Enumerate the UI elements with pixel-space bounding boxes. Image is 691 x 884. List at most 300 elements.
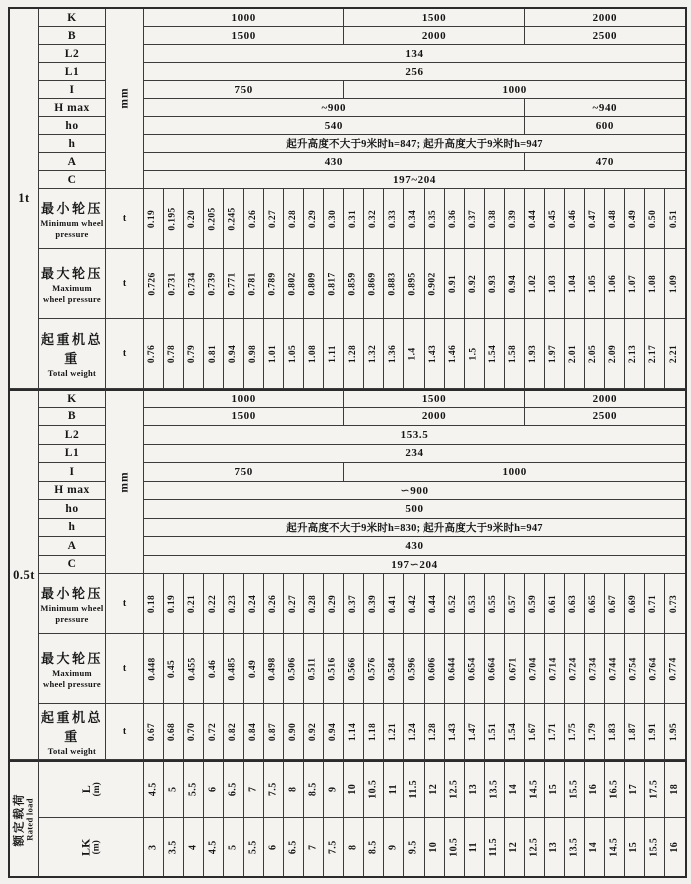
span-value-cell-text: 5 [167, 786, 179, 793]
value-cell [184, 634, 204, 704]
value-cell-text: 0.32 [367, 209, 378, 228]
dim-value: 430 [144, 537, 685, 556]
value-cell [264, 574, 284, 634]
dim-label: B [39, 27, 106, 45]
value-cell [505, 634, 525, 704]
value-cell [204, 189, 224, 249]
dim-value: 153.5 [144, 426, 685, 445]
value-cell-text: 1.93 [528, 344, 539, 363]
span-value-cell-text: 8 [347, 844, 359, 850]
span-value-cell-text: 10.5 [447, 837, 459, 857]
value-cell [425, 189, 445, 249]
value-cell-text: 1.06 [608, 274, 619, 293]
span-unit: (m) [91, 782, 102, 797]
span-value-cell-text: 11.5 [487, 837, 499, 857]
value-cell [164, 574, 184, 634]
span-value-cell-text: 14.5 [527, 779, 539, 800]
dim-label: ho [39, 500, 106, 519]
value-cell-text: 1.97 [548, 344, 559, 363]
value-cell [645, 574, 665, 634]
value-cell [244, 574, 264, 634]
value-cell-text: 0.55 [488, 594, 499, 613]
value-cell-text: 0.739 [207, 271, 218, 296]
value-cell [505, 319, 525, 389]
value-cell-text: 0.802 [287, 271, 298, 296]
span-value-cell [525, 818, 545, 876]
value-cell-text: 0.91 [448, 274, 459, 293]
value-cell [244, 634, 264, 704]
value-cell [445, 634, 465, 704]
value-cell-text: 1.36 [387, 344, 398, 363]
value-cell-text: 1.09 [668, 274, 679, 293]
dim-label: A [39, 153, 106, 171]
value-cell [284, 704, 304, 760]
dim-value: 470 [525, 153, 685, 171]
value-cell [665, 574, 685, 634]
value-cell-text: 0.46 [568, 209, 579, 228]
span-value-cell [264, 760, 284, 818]
value-cell-text: 0.44 [528, 209, 539, 228]
value-cell-text: 0.42 [408, 594, 419, 613]
value-cell [625, 319, 645, 389]
dim-label: h [39, 135, 106, 153]
span-value-cell-text: 16 [588, 784, 600, 795]
value-cell-text: 1.54 [508, 722, 519, 741]
dim-label: h [39, 519, 106, 538]
value-cell [144, 319, 164, 389]
value-cell-text: 0.726 [147, 271, 158, 296]
value-cell [525, 249, 545, 319]
value-cell-text: 0.566 [347, 656, 358, 681]
value-cell [244, 249, 264, 319]
value-cell [264, 249, 284, 319]
pressure-row-label [39, 574, 106, 634]
span-value-cell-text: 13 [548, 841, 559, 853]
value-cell [404, 249, 424, 319]
value-cell [585, 249, 605, 319]
value-cell [665, 189, 685, 249]
value-cell [565, 189, 585, 249]
rated-load-en: Rated load [24, 797, 35, 841]
value-cell-text: 2.05 [588, 344, 599, 363]
span-value-cell-text: 15.5 [568, 779, 580, 800]
value-cell-text: 0.883 [387, 271, 398, 296]
dim-value: 197∽204 [144, 556, 685, 575]
value-cell-text: 0.704 [528, 656, 539, 681]
value-cell [545, 704, 565, 760]
span-value-cell [364, 818, 384, 876]
value-cell-text: 0.27 [267, 209, 278, 228]
value-cell [645, 319, 665, 389]
value-cell-text: 0.195 [167, 206, 178, 231]
value-cell [304, 319, 324, 389]
dim-value: 2000 [344, 27, 524, 45]
dim-value: 540 [144, 117, 525, 135]
value-cell-text: 1.46 [448, 344, 459, 363]
value-cell [525, 704, 545, 760]
value-cell [565, 249, 585, 319]
value-cell [384, 249, 404, 319]
value-cell-text: 0.576 [367, 656, 378, 681]
span-value-cell-text: 3 [147, 844, 159, 850]
value-cell [585, 634, 605, 704]
unit-t: t [106, 634, 144, 704]
pressure-label-en: Maximum wheel pressure [43, 668, 101, 689]
dim-value: 起升高度不大于9米时h=830; 起升高度大于9米时h=947 [144, 519, 685, 538]
value-cell [425, 574, 445, 634]
unit-t: t [106, 704, 144, 760]
span-value-cell-text: 5.5 [187, 782, 199, 797]
value-cell-text: 0.94 [227, 344, 238, 363]
value-cell [545, 574, 565, 634]
value-cell [445, 574, 465, 634]
pressure-label-en: Total weight [47, 367, 97, 378]
span-value-cell-text: 3.5 [167, 840, 179, 854]
value-cell [585, 319, 605, 389]
pressure-label-en: Maximum wheel pressure [43, 283, 101, 304]
dim-label: L2 [39, 426, 106, 445]
dim-label: L1 [39, 63, 106, 81]
dim-value: 2000 [525, 389, 685, 408]
dim-value: 600 [525, 117, 685, 135]
unit-mm [106, 9, 144, 189]
value-cell-text: 0.49 [247, 659, 258, 678]
value-cell [625, 574, 645, 634]
value-cell-text: 0.81 [207, 344, 218, 363]
value-cell-text: 0.606 [428, 656, 439, 681]
value-cell-text: 0.22 [207, 594, 218, 613]
value-cell-text: 1.47 [468, 722, 479, 741]
value-cell-text: 1.87 [628, 722, 639, 741]
value-cell-text: 0.664 [488, 656, 499, 681]
value-cell [565, 634, 585, 704]
value-cell-text: 1.04 [568, 274, 579, 293]
value-cell [164, 319, 184, 389]
value-cell-text: 0.33 [387, 209, 398, 228]
value-cell-text: 1.01 [267, 344, 278, 363]
span-label: LK [78, 838, 93, 856]
value-cell-text: 0.774 [668, 656, 679, 681]
unit-t: t [106, 249, 144, 319]
span-value-cell [404, 818, 424, 876]
value-cell-text: 0.28 [287, 209, 298, 228]
value-cell-text: 0.78 [167, 344, 178, 363]
value-cell-text: 0.744 [608, 656, 619, 681]
span-value-cell [545, 760, 565, 818]
span-value-cell-text: 4 [187, 844, 199, 850]
pressure-row-label [39, 189, 106, 249]
value-cell-text: 0.754 [628, 656, 639, 681]
value-cell-text: 0.57 [508, 594, 519, 613]
span-value-cell-text: 14 [588, 841, 600, 853]
span-value-cell [485, 760, 505, 818]
span-value-cell-text: 9.5 [407, 840, 419, 854]
value-cell-text: 0.28 [307, 594, 318, 613]
value-cell [364, 249, 384, 319]
value-cell-text: 0.79 [187, 344, 198, 363]
value-cell [384, 319, 404, 389]
span-value-cell-text: 6.5 [227, 782, 239, 797]
value-cell [344, 634, 364, 704]
span-value-cell [304, 760, 324, 818]
pressure-label-en: Minimum wheel pressure [40, 218, 104, 239]
value-cell-text: 0.654 [468, 656, 479, 681]
value-cell-text: 0.205 [207, 206, 218, 231]
span-value-cell-text: 14 [507, 784, 519, 795]
value-cell-text: 0.36 [448, 209, 459, 228]
value-cell-text: 0.45 [167, 659, 178, 678]
span-value-cell [404, 760, 424, 818]
value-cell [465, 319, 485, 389]
span-value-cell [505, 818, 525, 876]
dim-value: 1500 [144, 408, 344, 427]
value-cell [585, 189, 605, 249]
span-value-cell [465, 818, 485, 876]
value-cell-text: 1.4 [408, 346, 419, 361]
value-cell [545, 249, 565, 319]
span-value-cell [384, 760, 404, 818]
span-value-cell-text: 7 [307, 844, 319, 850]
pressure-label-cn: 起重机总重 [40, 331, 103, 366]
pressure-label-en: Minimum wheel pressure [40, 603, 104, 624]
span-value-cell-text: 6 [267, 844, 279, 850]
value-cell [545, 634, 565, 704]
value-cell-text: 1.71 [548, 722, 559, 741]
value-cell [665, 634, 685, 704]
unit-t: t [106, 189, 144, 249]
span-value-cell [565, 818, 585, 876]
dim-value: 2500 [525, 408, 685, 427]
value-cell-text: 0.44 [428, 594, 439, 613]
value-cell-text: 0.35 [428, 209, 439, 228]
value-cell [465, 189, 485, 249]
value-cell [204, 704, 224, 760]
value-cell [645, 704, 665, 760]
span-value-cell [585, 818, 605, 876]
value-cell [164, 249, 184, 319]
span-value-cell [364, 760, 384, 818]
value-cell-text: 0.31 [347, 209, 358, 228]
span-value-cell [565, 760, 585, 818]
span-value-cell-text: 11 [467, 841, 479, 853]
value-cell-text: 0.82 [227, 722, 238, 741]
span-value-cell-text: 10.5 [367, 779, 379, 800]
value-cell-text: 0.41 [387, 594, 398, 613]
value-cell-text: 0.68 [167, 722, 178, 741]
span-value-cell-text: 13 [467, 784, 479, 795]
span-value-cell-text: 11 [387, 784, 399, 795]
value-cell [505, 574, 525, 634]
span-value-cell-text: 17 [628, 784, 640, 795]
value-cell-text: 0.485 [227, 656, 238, 681]
value-cell-text: 1.28 [347, 344, 358, 363]
value-cell-text: 0.511 [307, 657, 318, 680]
value-cell-text: 0.516 [327, 656, 338, 681]
value-cell-text: 0.19 [167, 594, 178, 613]
dim-value: 430 [144, 153, 525, 171]
span-value-cell-text: 9 [327, 786, 339, 793]
value-cell [284, 249, 304, 319]
value-cell [304, 249, 324, 319]
value-cell [645, 189, 665, 249]
value-cell [324, 319, 344, 389]
value-cell [144, 634, 164, 704]
value-cell-text: 0.98 [247, 344, 258, 363]
value-cell-text: 0.895 [408, 271, 419, 296]
value-cell [164, 634, 184, 704]
value-cell [224, 634, 244, 704]
value-cell [344, 189, 364, 249]
value-cell-text: 0.23 [227, 594, 238, 613]
dim-value: 1500 [144, 27, 344, 45]
value-cell-text: 0.70 [187, 722, 198, 741]
value-cell-text: 0.771 [227, 271, 238, 296]
pressure-row-label [39, 704, 106, 760]
value-cell [224, 249, 244, 319]
span-value-cell [605, 818, 625, 876]
value-cell-text: 0.87 [267, 722, 278, 741]
value-cell-text: 1.18 [367, 722, 378, 741]
value-cell [344, 704, 364, 760]
value-cell-text: 1.08 [307, 344, 318, 363]
value-cell [565, 574, 585, 634]
span-value-cell [324, 818, 344, 876]
pressure-label-cn: 最大轮压 [40, 651, 103, 667]
value-cell-text: 0.789 [267, 271, 278, 296]
value-cell-text: 0.72 [207, 722, 218, 741]
value-cell-text: 0.455 [187, 656, 198, 681]
dim-value: 197~204 [144, 171, 685, 189]
rated-load-label [10, 760, 39, 876]
span-unit: (m) [91, 839, 102, 855]
value-cell [364, 634, 384, 704]
span-value-cell-text: 15 [628, 841, 640, 853]
span-value-cell-text: 14.5 [608, 837, 620, 857]
dim-label: H max [39, 482, 106, 501]
value-cell-text: 0.92 [468, 274, 479, 293]
value-cell [244, 189, 264, 249]
value-cell [304, 574, 324, 634]
value-cell-text: 0.869 [367, 271, 378, 296]
value-cell-text: 0.38 [488, 209, 499, 228]
value-cell-text: 0.47 [588, 209, 599, 228]
span-value-cell-text: 6 [207, 786, 219, 793]
dim-label: K [39, 9, 106, 27]
dim-value: 起升高度不大于9米时h=847; 起升高度大于9米时h=947 [144, 135, 685, 153]
span-value-cell-text: 8 [287, 786, 299, 793]
value-cell-text: 2.17 [648, 344, 659, 363]
dim-value: ~900 [144, 99, 525, 117]
pressure-label-cn: 起重机总重 [40, 709, 103, 744]
span-value-cell-text: 12 [427, 784, 439, 795]
value-cell [485, 249, 505, 319]
value-cell-text: 0.59 [528, 594, 539, 613]
value-cell [344, 319, 364, 389]
value-cell [485, 634, 505, 704]
value-cell-text: 1.11 [327, 344, 338, 363]
unit-t: t [106, 319, 144, 389]
value-cell-text: 0.69 [628, 594, 639, 613]
value-cell [425, 319, 445, 389]
span-value-cell [465, 760, 485, 818]
value-cell-text: 0.734 [588, 656, 599, 681]
span-value-cell [645, 818, 665, 876]
value-cell [184, 189, 204, 249]
dim-value: 1000 [144, 9, 344, 27]
span-value-cell [505, 760, 525, 818]
value-cell [264, 189, 284, 249]
value-cell-text: 0.20 [187, 209, 198, 228]
value-cell [605, 319, 625, 389]
pressure-row-label [39, 249, 106, 319]
rated-load-cn: 额定载荷 [13, 791, 26, 846]
value-cell [144, 189, 164, 249]
value-cell [465, 634, 485, 704]
span-value-cell-text: 8.5 [307, 782, 319, 797]
value-cell [404, 319, 424, 389]
value-cell [485, 704, 505, 760]
value-cell [465, 574, 485, 634]
value-cell [425, 634, 445, 704]
pressure-label-cn: 最小轮压 [40, 201, 103, 217]
value-cell [445, 704, 465, 760]
value-cell-text: 2.21 [668, 344, 679, 363]
span-value-cell [525, 760, 545, 818]
value-cell [425, 249, 445, 319]
value-cell [284, 574, 304, 634]
span-value-cell [284, 760, 304, 818]
value-cell-text: 0.26 [267, 594, 278, 613]
value-cell [485, 319, 505, 389]
span-value-cell [645, 760, 665, 818]
span-value-cell [284, 818, 304, 876]
dim-label: C [39, 556, 106, 575]
value-cell [304, 634, 324, 704]
value-cell-text: 0.37 [468, 209, 479, 228]
value-cell [204, 574, 224, 634]
value-cell-text: 1.83 [608, 722, 619, 741]
value-cell-text: 0.30 [327, 209, 338, 228]
value-cell [144, 704, 164, 760]
dim-value: 234 [144, 445, 685, 464]
span-value-cell-text: 12 [507, 841, 519, 853]
value-cell-text: 0.644 [448, 656, 459, 681]
span-value-cell [425, 760, 445, 818]
span-value-cell [384, 818, 404, 876]
value-cell [184, 704, 204, 760]
value-cell-text: 1.5 [468, 346, 479, 361]
value-cell-text: 1.32 [367, 344, 378, 363]
value-cell-text: 1.02 [528, 274, 539, 293]
span-value-cell [344, 818, 364, 876]
value-cell [525, 574, 545, 634]
value-cell-text: 0.29 [307, 209, 318, 228]
span-value-cell [144, 760, 164, 818]
span-value-cell [164, 760, 184, 818]
span-row-label [39, 760, 144, 818]
pressure-label-en: Total weight [47, 745, 97, 756]
span-value-cell-text: 10 [427, 841, 439, 853]
value-cell-text: 0.817 [327, 271, 338, 296]
value-cell [324, 189, 344, 249]
value-cell [425, 704, 445, 760]
value-cell [344, 249, 364, 319]
span-value-cell-text: 5.5 [247, 840, 259, 854]
value-cell [244, 704, 264, 760]
span-value-cell-text: 17.5 [648, 779, 660, 800]
value-cell [585, 574, 605, 634]
value-cell-text: 2.09 [608, 344, 619, 363]
